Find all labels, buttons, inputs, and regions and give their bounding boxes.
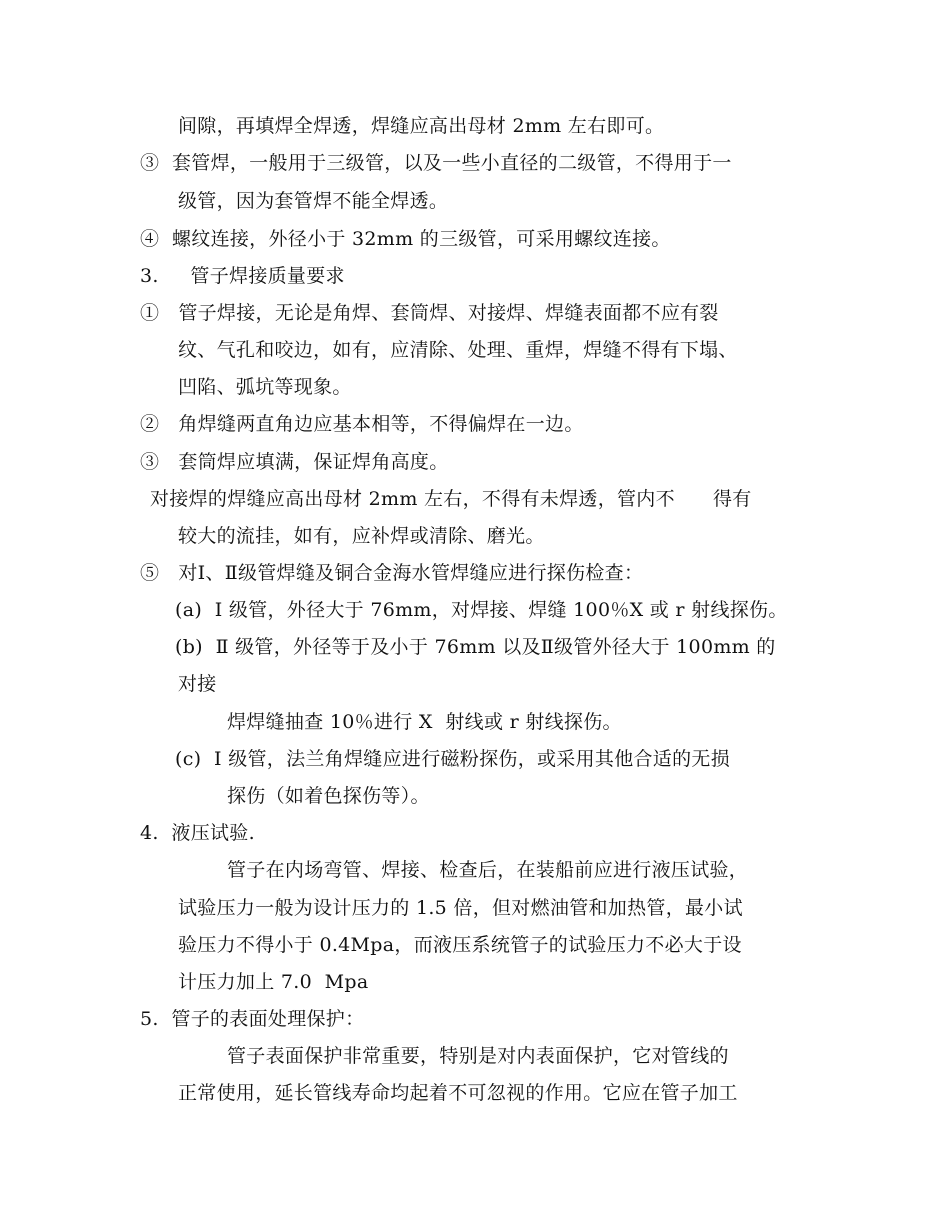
text-line: 对接焊的焊缝应高出母材 2mm 左右，不得有未焊透，管内不 得有 (150, 488, 752, 510)
text-line: ④ 螺纹连接，外径小于 32mm 的三级管，可采用螺纹连接。 (140, 228, 671, 250)
text-line: 正常使用，延长管线寿命均起着不可忽视的作用。它应在管子加工 (178, 1082, 738, 1104)
text-line: (c) Ⅰ 级管，法兰角焊缝应进行磁粉探伤，或采用其他合适的无损 (175, 748, 730, 770)
section-heading: 5. 管子的表面处理保护： (140, 1008, 365, 1030)
text-line: 管子表面保护非常重要，特别是对内表面保护，它对管线的 (227, 1045, 729, 1067)
text-line: (b) Ⅱ 级管，外径等于及小于 76mm 以及Ⅱ级管外径大于 100mm 的 (175, 636, 776, 658)
text-line: 试验压力一般为设计压力的 1.5 倍，但对燃油管和加热管，最小试 (178, 897, 743, 919)
text-line: ② 角焊缝两直角边应基本相等，不得偏焊在一边。 (140, 413, 584, 435)
text-line: 计压力加上 7.0 Mpa (178, 971, 369, 993)
text-line: ③ 套筒焊应填满，保证焊角高度。 (140, 451, 449, 473)
text-line: ③ 套管焊，一般用于三级管，以及一些小直径的二级管，不得用于一 (140, 152, 732, 174)
text-line: 验压力不得小于 0.4Mpa，而液压系统管子的试验压力不必大于设 (178, 934, 742, 956)
text-line: 级管，因为套管焊不能全焊透。 (178, 190, 449, 212)
section-heading: 4. 液压试验. (140, 822, 255, 844)
text-line: 对接 (178, 673, 217, 695)
text-line: 较大的流挂，如有，应补焊或清除、磨光。 (178, 525, 545, 547)
text-line: ⑤ 对Ⅰ、Ⅱ级管焊缝及铜合金海水管焊缝应进行探伤检查： (140, 562, 644, 584)
text-line: 间隙，再填焊全焊透，焊缝应高出母材 2mm 左右即可。 (178, 115, 665, 137)
text-line: 焊焊缝抽查 10％进行 X 射线或 r 射线探伤。 (227, 711, 622, 733)
text-line: (a) Ⅰ 级管，外径大于 76mm，对焊接、焊缝 100％X 或 r 射线探伤。 (175, 599, 788, 621)
text-line: 探伤（如着色探伤等）。 (227, 785, 430, 807)
text-line: 纹、气孔和咬边，如有，应清除、处理、重焊，焊缝不得有下塌、 (178, 339, 738, 361)
text-line: 凹陷、弧坑等现象。 (178, 376, 352, 398)
text-line: ① 管子焊接，无论是角焊、套筒焊、对接焊、焊缝表面都不应有裂 (140, 302, 719, 324)
section-heading: 3. 管子焊接质量要求 (140, 265, 345, 287)
text-line: 管子在内场弯管、焊接、检查后，在装船前应进行液压试验， (227, 859, 749, 881)
